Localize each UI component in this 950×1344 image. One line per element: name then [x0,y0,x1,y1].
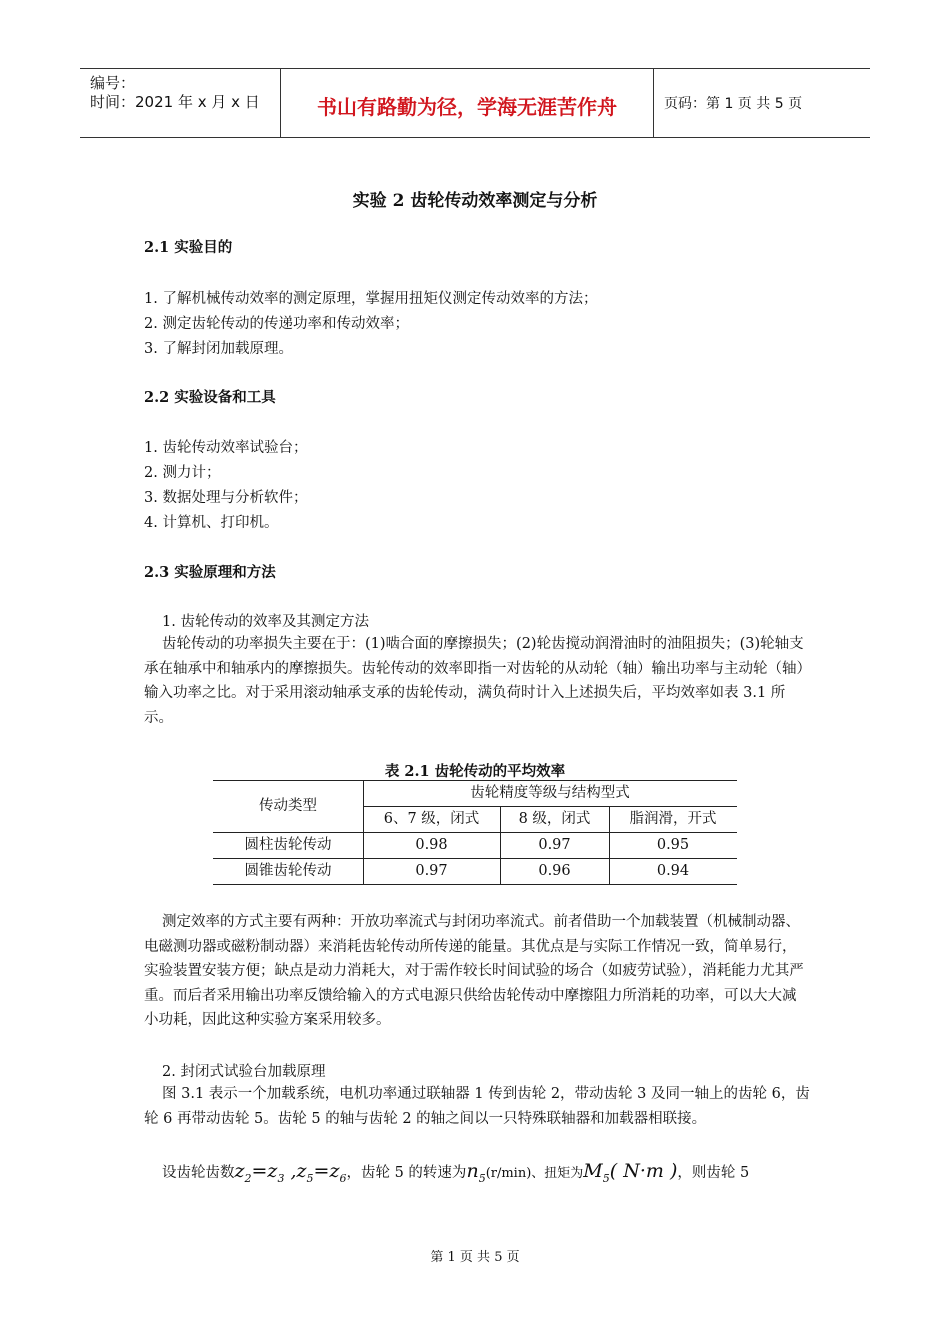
section-heading-2-1: 2.1 实验目的 [144,239,233,256]
paragraph-methods: 测定效率的方式主要有两种：开放功率流式与封闭功率流式。前者借助一个加载装置（机械制动器、电磁测功器或磁粉制动器）来消耗齿轮传动所传递的能量。其优点是与实际工作情况一致，简单易行，实验装置安装方便；缺点是动力消耗大，对于需作较长时间试验的场合（如疲劳试验），消耗能力尤其严重。而后者采用输出功率反馈给输入的方式电源只供给齿轮传动中摩擦阻力所消耗的功率，可以大大减小功耗，因此这种实验方案采用较多。 [144,914,804,1028]
speed-symbol: $n_5$ [466,1160,486,1185]
table-cell: 0.96 [538,863,571,879]
header-left-cell [80,69,281,137]
motto: 书山有路勤为径，学海无涯苦作舟 [317,95,617,119]
formula-text: ，齿轮 5 的转速为 [346,1165,467,1181]
list-item: 3. 了解封闭加载原理。 [144,341,293,357]
list-item: 2. 测力计； [144,465,221,481]
list-item: 4. 计算机、打印机。 [144,515,279,531]
teeth-formula: $z_2=z_3$ $,z_5=z_6$ [234,1160,347,1185]
table-cell: 0.95 [656,837,690,853]
list-item: 2. 测定齿轮传动的传递功率和传动效率； [144,316,409,332]
formula-line [162,1160,749,1185]
table-header-type: 传动类型 [259,798,317,814]
formula-text: 设齿轮齿数 [162,1165,235,1181]
subheading-efficiency: 1. 齿轮传动的效率及其测定方法 [162,614,369,630]
table-cell: 0.97 [415,863,448,879]
formula-text: ，则齿轮 5 [677,1165,750,1181]
torque-symbol: $M_5$( N·m ) [583,1160,678,1185]
table-col-header: 脂润滑，开式 [629,811,717,827]
time-label: 时间：2021 年 x 月 x 日 [90,93,260,111]
table-col-header: 6、7 级，闭式 [383,811,480,827]
table-rule [213,884,737,885]
formula-text: (r/min)、扭矩为 [485,1166,584,1181]
doc-title: 实验 2 齿轮传动效率测定与分析 [352,191,598,211]
table-row-label: 圆锥齿轮传动 [244,863,332,879]
table-cell: 0.94 [656,863,690,879]
table-cell: 0.98 [415,837,448,853]
header-motto-cell [281,69,654,137]
table-caption: 表 2.1 齿轮传动的平均效率 [384,763,566,780]
paragraph-losses: 齿轮传动的功率损失主要在于：(1)啮合面的摩擦损失；(2)轮齿搅动润滑油时的油阻损失；(3)轮轴支承在轴承中和轴承内的摩擦损失。齿轮传动的效率即指一对齿轮的从动轮（轴）输出功率与主动轮（轴）输入功率之比。对于采用滚动轴承支承的齿轮传动，满负荷时计入上述损失后，平均效率如表 3.1 所示。 [144,636,804,726]
list-item: 1. 齿轮传动效率试验台； [144,440,308,456]
table-rule [213,832,737,833]
header-page-cell [654,69,870,137]
table-rule [213,780,737,781]
page-footer: 第 1 页 共 5 页 [430,1250,520,1265]
table-row-label: 圆柱齿轮传动 [244,837,332,853]
header-table [80,68,870,138]
list-item: 1. 了解机械传动效率的测定原理，掌握用扭矩仪测定传动效率的方法； [144,291,598,307]
subheading-loading: 2. 封闭式试验台加载原理 [162,1064,326,1080]
section-heading-2-2: 2.2 实验设备和工具 [144,389,276,406]
table-header-group: 齿轮精度等级与结构型式 [470,785,630,801]
table-cell: 0.97 [538,837,571,853]
list-item: 3. 数据处理与分析软件； [144,490,308,506]
table-rule [363,806,737,807]
table-col-header: 8 级，闭式 [518,811,591,827]
paragraph-system: 图 3.1 表示一个加载系统，电机功率通过联轴器 1 传到齿轮 2，带动齿轮 3 及同一轴上的齿轮 6，齿轮 6 再带动齿轮 5。齿轮 5 的轴与齿轮 2 的轴之间以一只特殊联轴器和加载器相联接。 [144,1086,810,1127]
efficiency-table [213,780,737,884]
page-label: 页码：第 1 页 共 5 页 [664,96,803,112]
section-heading-2-3: 2.3 实验原理和方法 [144,564,276,581]
number-label: 编号： [90,74,136,92]
table-rule [213,858,737,859]
